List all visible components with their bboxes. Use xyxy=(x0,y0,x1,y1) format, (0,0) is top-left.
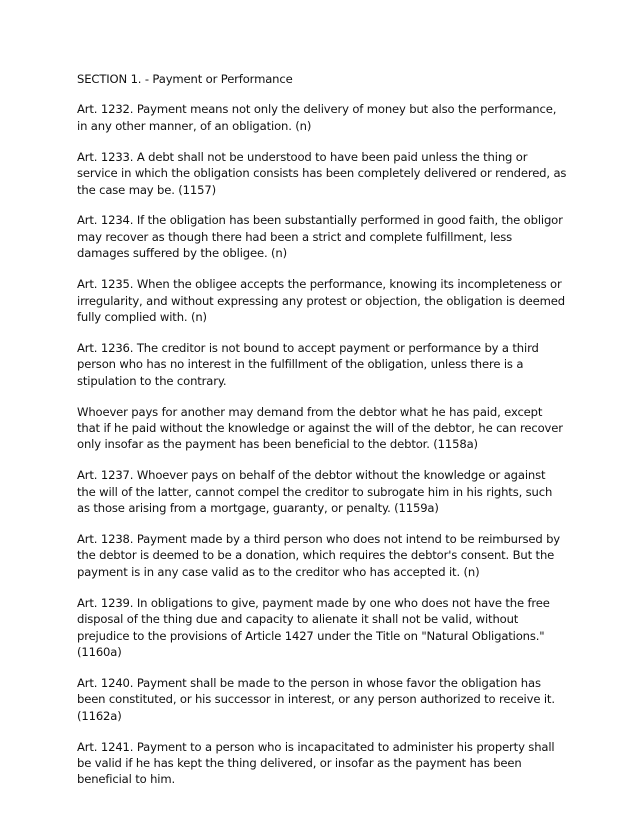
article-1241-paragraph: Art. 1241. Payment to a person who is incapacitated to administer his property shall be valid if he has kept the thing delivered, or insofar as the payment has been beneficial to him. xyxy=(77,739,555,787)
article-1240-paragraph: Art. 1240. Payment shall be made to the person in whose favor the obligation has been constituted, or his successor in interest, or any person authorized to receive it. (1162a) xyxy=(77,675,555,723)
document-body xyxy=(77,71,567,802)
article-1236-second-paragraph: Whoever pays for another may demand from the debtor what he has paid, except that if he paid without the knowledge or against the will of the debtor, he can recover only insofar as the payment has been beneficial to the debtor. (1158a) xyxy=(77,404,563,452)
article-1235-paragraph: Art. 1235. When the obligee accepts the performance, knowing its incompleteness or irregularity, and without expressing any protest or objection, the obligation is deemed fully complied with. (n) xyxy=(77,277,565,324)
article-1238-paragraph: Art. 1238. Payment made by a third person who does not intend to be reimbursed by the debtor is deemed to be a donation, which requires the debtor's consent. But the payment is in any case valid as to the creditor who has accepted it. (n) xyxy=(77,532,561,579)
article-1239-paragraph: Art. 1239. In obligations to give, payment made by one who does not have the free disposal of the thing due and capacity to alienate it shall not be valid, without prejudice to the provisions of Article 1427 under the Title on "Natural Obligations." (1160a) xyxy=(77,595,550,659)
section-heading: SECTION 1. - Payment or Performance xyxy=(77,72,293,86)
article-1232-paragraph: Art. 1232. Payment means not only the delivery of money but also the performance, in any other manner, of an obligation. (n) xyxy=(77,102,557,133)
article-1234-paragraph: Art. 1234. If the obligation has been substantially performed in good faith, the obligor may recover as though there had been a strict and complete fulfillment, less damages suffered by the obligee. (n) xyxy=(77,213,563,261)
article-1236-paragraph: Art. 1236. The creditor is not bound to accept payment or performance by a third person who has no interest in the fulfillment of the obligation, unless there is a stipulation to the contrary. xyxy=(77,340,539,388)
article-1233-paragraph: Art. 1233. A debt shall not be understood to have been paid unless the thing or service in which the obligation consists has been completely delivered or rendered, as the case may be. (1157) xyxy=(77,149,567,197)
article-1237-paragraph: Art. 1237. Whoever pays on behalf of the debtor without the knowledge or against the will of the latter, cannot compel the creditor to subrogate him in his rights, such as those arising from a mortgage, guaranty, or penalty. (1159a) xyxy=(77,468,553,516)
